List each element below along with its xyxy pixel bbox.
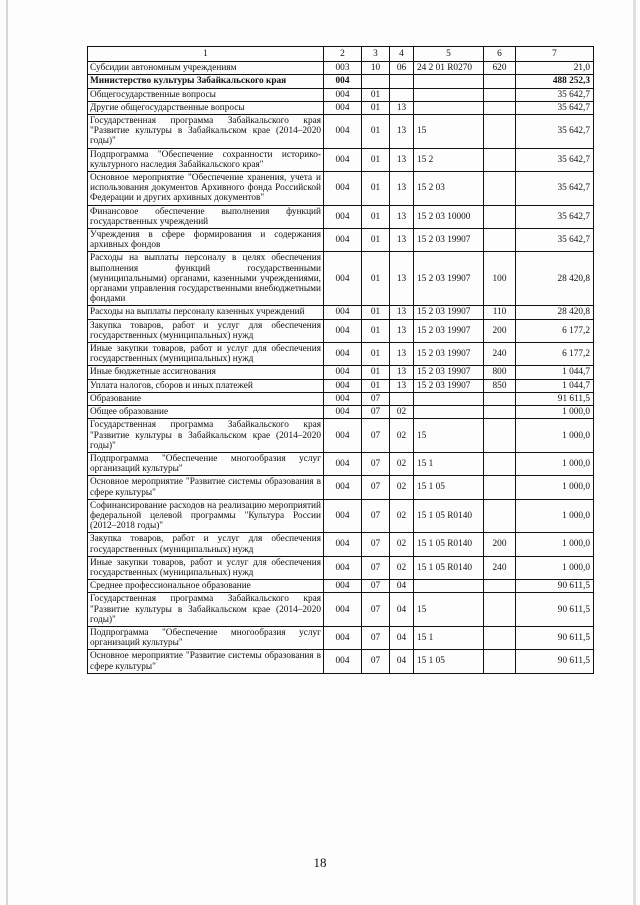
row-ministry-code: 004 — [324, 88, 362, 101]
row-target-article: 15 1 05 R0140 — [414, 499, 484, 533]
row-ministry-code: 004 — [324, 499, 362, 533]
row-ministry-code: 004 — [324, 419, 362, 453]
row-section-code: 01 — [362, 115, 390, 149]
row-subsection-code: 04 — [390, 650, 414, 673]
row-target-article: 15 1 05 R0140 — [414, 556, 484, 579]
row-expense-type — [484, 476, 516, 499]
row-expense-type: 200 — [484, 319, 516, 342]
row-subsection-code: 13 — [390, 172, 414, 206]
row-section-code: 01 — [362, 148, 390, 171]
row-expense-type — [484, 580, 516, 593]
row-expense-type: 800 — [484, 366, 516, 379]
row-expense-type — [484, 205, 516, 228]
row-amount: 1 000,0 — [516, 476, 594, 499]
row-ministry-code: 004 — [324, 115, 362, 149]
row-target-article: 15 2 03 19907 — [414, 343, 484, 366]
col-header-4: 4 — [390, 47, 414, 62]
row-section-code: 07 — [362, 499, 390, 533]
row-subsection-code: 02 — [390, 499, 414, 533]
table-row — [88, 392, 594, 405]
row-section-code: 01 — [362, 343, 390, 366]
row-ministry-code: 004 — [324, 306, 362, 319]
row-section-code: 07 — [362, 580, 390, 593]
row-name-cell: Закупка товаров, работ и услуг для обеспечения государственных (муниципальных) нужд — [88, 533, 324, 556]
row-section-code: 01 — [362, 319, 390, 342]
row-section-code: 07 — [362, 406, 390, 419]
row-amount: 35 642,7 — [516, 229, 594, 252]
row-ministry-code: 004 — [324, 205, 362, 228]
row-expense-type — [484, 626, 516, 649]
row-target-article: 15 2 03 10000 — [414, 205, 484, 228]
row-amount: 90 611,5 — [516, 626, 594, 649]
row-amount: 6 177,2 — [516, 343, 594, 366]
row-name-cell: Расходы на выплаты персоналу казенных учреждений — [88, 306, 324, 319]
row-name-cell: Основное мероприятие "Развитие системы образования в сфере культуры" — [88, 650, 324, 673]
row-ministry-code: 004 — [324, 392, 362, 405]
row-expense-type — [484, 392, 516, 405]
row-subsection-code: 04 — [390, 593, 414, 627]
table-row — [88, 476, 594, 499]
table-row — [88, 556, 594, 579]
row-name-cell: Иные закупки товаров, работ и услуг для обеспечения государственных (муниципальных) нужд — [88, 343, 324, 366]
row-amount: 1 000,0 — [516, 533, 594, 556]
row-expense-type: 620 — [484, 62, 516, 75]
row-ministry-code: 004 — [324, 379, 362, 392]
table-header-row — [88, 47, 594, 62]
row-name-cell: Субсидии автономным учреждениям — [88, 62, 324, 75]
row-target-article: 15 2 03 19907 — [414, 306, 484, 319]
row-name-cell: Иные закупки товаров, работ и услуг для обеспечения государственных (муниципальных) нужд — [88, 556, 324, 579]
row-subsection-code — [390, 75, 414, 88]
row-section-code: 01 — [362, 366, 390, 379]
row-subsection-code: 04 — [390, 626, 414, 649]
row-subsection-code — [390, 392, 414, 405]
row-subsection-code — [390, 88, 414, 101]
row-name-cell: Подпрограмма "Обеспечение сохранности историко-культурного наследия Забайкальского края" — [88, 148, 324, 171]
row-name-cell: Другие общегосударственные вопросы — [88, 101, 324, 114]
row-subsection-code: 13 — [390, 101, 414, 114]
row-expense-type — [484, 101, 516, 114]
row-target-article: 15 1 05 — [414, 476, 484, 499]
row-subsection-code: 02 — [390, 419, 414, 453]
row-section-code: 01 — [362, 252, 390, 306]
row-expense-type — [484, 419, 516, 453]
row-name-cell: Государственная программа Забайкальского края "Развитие культуры в Забайкальском крае (2014–2020 годы)" — [88, 593, 324, 627]
table-row — [88, 626, 594, 649]
row-name-cell: Расходы на выплаты персоналу в целях обеспечения выполнения функций государственными (муниципальными) органами, казенными учреждениями, органами управления государственными внебюджетными фондами — [88, 252, 324, 306]
row-target-article — [414, 580, 484, 593]
scan-edge-right — [633, 0, 636, 905]
row-ministry-code: 004 — [324, 252, 362, 306]
row-ministry-code: 004 — [324, 343, 362, 366]
row-ministry-code: 004 — [324, 476, 362, 499]
table-row — [88, 580, 594, 593]
table-row — [88, 229, 594, 252]
scan-edge-left — [6, 0, 8, 905]
row-amount: 28 420,8 — [516, 252, 594, 306]
row-target-article: 15 — [414, 115, 484, 149]
row-subsection-code: 13 — [390, 229, 414, 252]
row-expense-type — [484, 452, 516, 475]
row-section-code: 07 — [362, 556, 390, 579]
row-name-cell: Учреждения в сфере формирования и содержания архивных фондов — [88, 229, 324, 252]
row-section-code: 07 — [362, 392, 390, 405]
row-subsection-code: 06 — [390, 62, 414, 75]
row-section-code: 07 — [362, 650, 390, 673]
row-section-code: 01 — [362, 306, 390, 319]
row-name-cell: Основное мероприятие "Обеспечение хранения, учета и использования документов Архивного фонда Российской Федерации и других архивных документов" — [88, 172, 324, 206]
row-subsection-code: 13 — [390, 366, 414, 379]
row-ministry-code: 004 — [324, 319, 362, 342]
row-amount: 1 000,0 — [516, 419, 594, 453]
row-name-cell: Подпрограмма "Обеспечение многообразия услуг организаций культуры" — [88, 626, 324, 649]
row-amount: 21,0 — [516, 62, 594, 75]
row-name-cell: Закупка товаров, работ и услуг для обеспечения государственных (муниципальных) нужд — [88, 319, 324, 342]
row-amount: 1 000,0 — [516, 499, 594, 533]
row-amount: 1 044,7 — [516, 366, 594, 379]
row-name-cell: Образование — [88, 392, 324, 405]
row-section-code: 07 — [362, 533, 390, 556]
row-name-cell: Общее образование — [88, 406, 324, 419]
col-header-5: 5 — [414, 47, 484, 62]
row-subsection-code: 13 — [390, 306, 414, 319]
row-target-article: 15 — [414, 419, 484, 453]
table-row — [88, 343, 594, 366]
row-ministry-code: 004 — [324, 533, 362, 556]
row-subsection-code: 02 — [390, 406, 414, 419]
row-ministry-code: 004 — [324, 626, 362, 649]
table-row — [88, 419, 594, 453]
row-ministry-code: 004 — [324, 75, 362, 88]
row-name-cell: Финансовое обеспечение выполнения функций государственных учреждений — [88, 205, 324, 228]
row-subsection-code: 13 — [390, 343, 414, 366]
row-expense-type: 240 — [484, 556, 516, 579]
row-target-article: 15 2 — [414, 148, 484, 171]
row-amount: 28 420,8 — [516, 306, 594, 319]
budget-table — [87, 46, 594, 674]
row-section-code — [362, 75, 390, 88]
row-amount: 1 044,7 — [516, 379, 594, 392]
row-target-article: 15 2 03 19907 — [414, 379, 484, 392]
row-expense-type: 200 — [484, 533, 516, 556]
row-section-code: 01 — [362, 229, 390, 252]
row-amount: 6 177,2 — [516, 319, 594, 342]
row-name-cell: Подпрограмма "Обеспечение многообразия услуг организаций культуры" — [88, 452, 324, 475]
row-subsection-code: 13 — [390, 115, 414, 149]
row-section-code: 07 — [362, 419, 390, 453]
row-amount: 90 611,5 — [516, 580, 594, 593]
table-row — [88, 306, 594, 319]
row-expense-type — [484, 88, 516, 101]
row-ministry-code: 004 — [324, 650, 362, 673]
table-row — [88, 650, 594, 673]
row-subsection-code: 13 — [390, 252, 414, 306]
row-ministry-code: 004 — [324, 580, 362, 593]
row-subsection-code: 02 — [390, 476, 414, 499]
table-row — [88, 593, 594, 627]
row-subsection-code: 02 — [390, 533, 414, 556]
row-expense-type — [484, 229, 516, 252]
row-subsection-code: 13 — [390, 148, 414, 171]
row-name-cell: Государственная программа Забайкальского края "Развитие культуры в Забайкальском крае (2014–2020 годы)" — [88, 419, 324, 453]
row-expense-type — [484, 115, 516, 149]
table-row — [88, 88, 594, 101]
row-section-code: 01 — [362, 101, 390, 114]
row-target-article: 15 2 03 — [414, 172, 484, 206]
row-expense-type: 850 — [484, 379, 516, 392]
row-target-article: 15 2 03 19907 — [414, 319, 484, 342]
row-amount: 35 642,7 — [516, 88, 594, 101]
table-row — [88, 115, 594, 149]
table-row — [88, 533, 594, 556]
row-expense-type: 100 — [484, 252, 516, 306]
row-ministry-code: 004 — [324, 593, 362, 627]
row-target-article: 24 2 01 R0270 — [414, 62, 484, 75]
row-ministry-code: 004 — [324, 452, 362, 475]
row-ministry-code: 003 — [324, 62, 362, 75]
row-expense-type — [484, 499, 516, 533]
row-section-code: 07 — [362, 626, 390, 649]
table-row — [88, 379, 594, 392]
row-amount: 1 000,0 — [516, 452, 594, 475]
row-name-cell: Министерство культуры Забайкальского края — [88, 75, 324, 88]
row-target-article: 15 2 03 19907 — [414, 229, 484, 252]
row-ministry-code: 004 — [324, 556, 362, 579]
row-expense-type: 240 — [484, 343, 516, 366]
row-target-article — [414, 101, 484, 114]
table-row — [88, 62, 594, 75]
table-row — [88, 252, 594, 306]
row-expense-type — [484, 148, 516, 171]
row-amount: 35 642,7 — [516, 205, 594, 228]
row-subsection-code: 13 — [390, 205, 414, 228]
row-amount: 90 611,5 — [516, 650, 594, 673]
table-row — [88, 366, 594, 379]
col-header-7: 7 — [516, 47, 594, 62]
row-target-article: 15 — [414, 593, 484, 627]
table-row — [88, 406, 594, 419]
row-name-cell: Государственная программа Забайкальского края "Развитие культуры в Забайкальском крае (2014–2020 годы)" — [88, 115, 324, 149]
row-section-code: 01 — [362, 172, 390, 206]
row-expense-type — [484, 172, 516, 206]
table-row — [88, 75, 594, 88]
row-amount: 35 642,7 — [516, 101, 594, 114]
table-row — [88, 452, 594, 475]
row-amount: 1 000,0 — [516, 556, 594, 579]
row-name-cell: Софинансирование расходов на реализацию мероприятий федеральной целевой программы "Культура России (2012–2018 годы)" — [88, 499, 324, 533]
row-name-cell: Среднее профессиональное образование — [88, 580, 324, 593]
row-section-code: 01 — [362, 88, 390, 101]
row-target-article: 15 1 — [414, 452, 484, 475]
row-section-code: 07 — [362, 593, 390, 627]
row-ministry-code: 004 — [324, 366, 362, 379]
row-ministry-code: 004 — [324, 172, 362, 206]
row-expense-type: 110 — [484, 306, 516, 319]
row-amount: 488 252,3 — [516, 75, 594, 88]
row-target-article: 15 2 03 19907 — [414, 252, 484, 306]
row-expense-type — [484, 406, 516, 419]
table-row — [88, 499, 594, 533]
row-target-article: 15 1 05 — [414, 650, 484, 673]
row-section-code: 10 — [362, 62, 390, 75]
row-subsection-code: 02 — [390, 556, 414, 579]
row-section-code: 01 — [362, 205, 390, 228]
row-ministry-code: 004 — [324, 101, 362, 114]
col-header-2: 2 — [324, 47, 362, 62]
page-number: 18 — [313, 855, 327, 870]
table-row — [88, 101, 594, 114]
row-subsection-code: 02 — [390, 452, 414, 475]
row-target-article — [414, 392, 484, 405]
row-amount: 1 000,0 — [516, 406, 594, 419]
row-ministry-code: 004 — [324, 148, 362, 171]
row-expense-type — [484, 650, 516, 673]
row-amount: 35 642,7 — [516, 172, 594, 206]
table-row — [88, 319, 594, 342]
row-target-article: 15 2 03 19907 — [414, 366, 484, 379]
row-section-code: 07 — [362, 476, 390, 499]
row-amount: 35 642,7 — [516, 115, 594, 149]
row-target-article: 15 1 — [414, 626, 484, 649]
row-amount: 35 642,7 — [516, 148, 594, 171]
col-header-1: 1 — [88, 47, 324, 62]
row-name-cell: Иные бюджетные ассигнования — [88, 366, 324, 379]
col-header-3: 3 — [362, 47, 390, 62]
col-header-6: 6 — [484, 47, 516, 62]
row-expense-type — [484, 75, 516, 88]
row-target-article — [414, 75, 484, 88]
row-amount: 90 611,5 — [516, 593, 594, 627]
row-amount: 91 611,5 — [516, 392, 594, 405]
row-ministry-code: 004 — [324, 406, 362, 419]
row-section-code: 01 — [362, 379, 390, 392]
row-name-cell: Уплата налогов, сборов и иных платежей — [88, 379, 324, 392]
row-target-article — [414, 406, 484, 419]
table-row — [88, 205, 594, 228]
row-name-cell: Основное мероприятие "Развитие системы образования в сфере культуры" — [88, 476, 324, 499]
table-row — [88, 172, 594, 206]
row-subsection-code: 13 — [390, 319, 414, 342]
row-name-cell: Общегосударственные вопросы — [88, 88, 324, 101]
row-target-article: 15 1 05 R0140 — [414, 533, 484, 556]
row-target-article — [414, 88, 484, 101]
row-ministry-code: 004 — [324, 229, 362, 252]
table-row — [88, 148, 594, 171]
row-expense-type — [484, 593, 516, 627]
row-subsection-code: 13 — [390, 379, 414, 392]
row-section-code: 07 — [362, 452, 390, 475]
row-subsection-code: 04 — [390, 580, 414, 593]
